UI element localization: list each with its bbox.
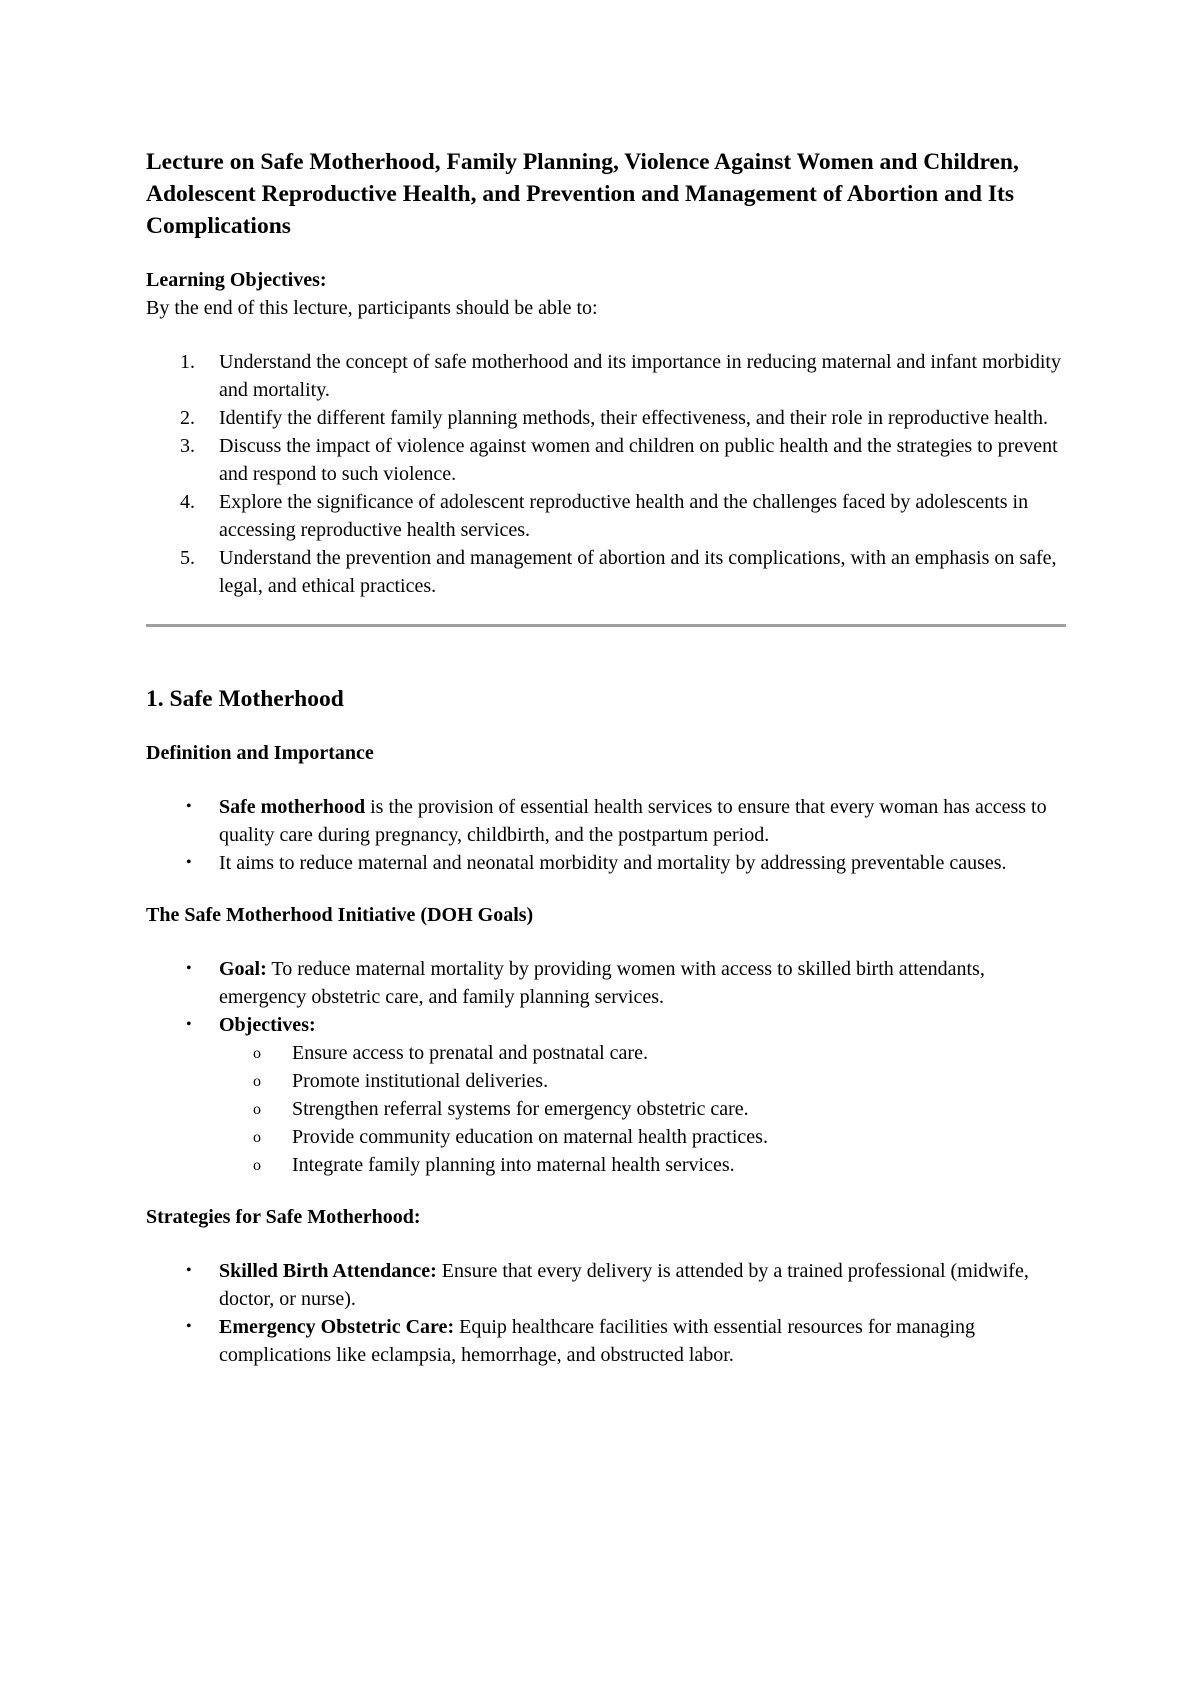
list-item [146,1313,1066,1369]
objective-number: 1. [180,351,195,373]
bullet-icon: • [186,1016,192,1033]
strategies-heading: Strategies for Safe Motherhood: [146,1206,421,1228]
sub-item-text: Promote institutional deliveries. [292,1070,549,1092]
strategy-text: Ensure that every delivery is attended by a trained professional (midwife, doctor, or nurse). [219,1260,1029,1310]
objective-number: 2. [180,407,195,429]
objective-number: 4. [180,491,195,513]
objective-text: Identify the different family planning methods, their effectiveness, and their role in reproductive health. [219,407,1048,429]
strategies-list [146,1257,1066,1369]
document-page [146,146,1066,1369]
goal-label: Goal: [219,958,267,980]
objective-item [146,488,1066,544]
sub-item-text: Provide community education on maternal health practices. [292,1126,768,1148]
sub-list-item [219,1067,1066,1095]
list-item [146,849,1066,877]
sub-list-item [219,1039,1066,1067]
objectives-sublist [219,1039,1066,1179]
sub-item-text: Integrate family planning into maternal health services. [292,1154,735,1176]
sub-list-item [219,1095,1066,1123]
strategy-text: Equip healthcare facilities with essential resources for managing complications like eclampsia, hemorrhage, and obstructed labor. [219,1316,976,1366]
goal-text: To reduce maternal mortality by providing women with access to skilled birth attendants, emergency obstetric care, and family planning services. [219,958,985,1008]
document-title: Lecture on Safe Motherhood, Family Planning, Violence Against Women and Children, Adolescent Reproductive Health, and Prevention and Management of Abortion and Its Complications [146,149,1019,239]
initiative-list [146,955,1066,1179]
definition-heading: Definition and Importance [146,742,374,764]
item-bold-term: Safe motherhood [219,796,366,818]
initiative-heading: The Safe Motherhood Initiative (DOH Goals) [146,904,534,926]
sub-list-item [219,1151,1066,1179]
item-text: It aims to reduce maternal and neonatal morbidity and mortality by addressing preventable causes. [219,852,1007,874]
sub-list-item [219,1123,1066,1151]
objective-text: Discuss the impact of violence against women and children on public health and the strategies to prevent and respond to such violence. [219,435,1058,485]
objective-number: 3. [180,435,195,457]
objective-item [146,544,1066,600]
list-item [146,1257,1066,1313]
circle-bullet-icon: o [253,1101,261,1118]
bullet-icon: • [186,1262,192,1279]
circle-bullet-icon: o [253,1073,261,1090]
bullet-icon: • [186,1318,192,1335]
section-title-safe-motherhood: 1. Safe Motherhood [146,686,344,712]
circle-bullet-icon: o [253,1157,261,1174]
bullet-icon: • [186,854,192,871]
list-item [146,955,1066,1011]
sub-item-text: Strengthen referral systems for emergency obstetric care. [292,1098,749,1120]
objective-text: Understand the prevention and management of abortion and its complications, with an emphasis on safe, legal, and ethical practices. [219,547,1057,597]
list-item [146,1011,1066,1179]
strategy-label: Skilled Birth Attendance: [219,1260,437,1282]
strategy-label: Emergency Obstetric Care: [219,1316,455,1338]
bullet-icon: • [186,960,192,977]
learning-objectives-heading: Learning Objectives: [146,269,327,291]
horizontal-divider [146,624,1066,627]
objective-item [146,432,1066,488]
learning-objectives-intro: By the end of this lecture, participants should be able to: [146,297,598,319]
objectives-list [146,348,1066,600]
objective-text: Explore the significance of adolescent reproductive health and the challenges faced by adolescents in accessing reproductive health services. [219,491,1029,541]
objective-text: Understand the concept of safe motherhood and its importance in reducing maternal and infant morbidity and mortality. [219,351,1061,401]
sub-item-text: Ensure access to prenatal and postnatal care. [292,1042,648,1064]
circle-bullet-icon: o [253,1129,261,1146]
definition-list [146,793,1066,877]
objective-item [146,348,1066,404]
list-item [146,793,1066,849]
circle-bullet-icon: o [253,1045,261,1062]
objectives-label: Objectives: [219,1014,316,1036]
objective-number: 5. [180,547,195,569]
objective-item [146,404,1066,432]
item-text: is the provision of essential health services to ensure that every woman has access to quality care during pregnancy, childbirth, and the postpartum period. [219,796,1047,846]
bullet-icon: • [186,798,192,815]
